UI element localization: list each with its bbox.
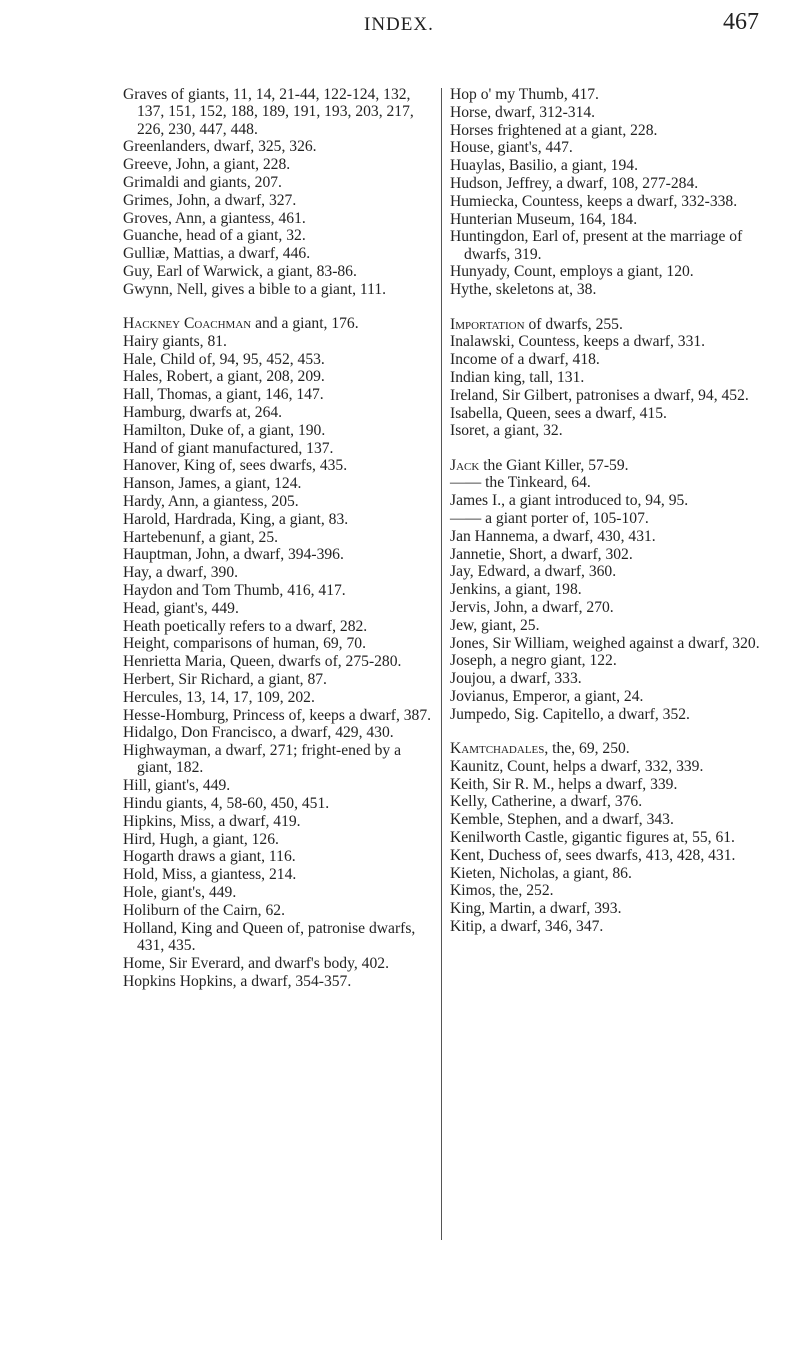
index-entry [123, 564, 438, 581]
index-entry-lead: Importation [450, 315, 525, 333]
index-entry [123, 422, 438, 439]
index-entry-text: Hercules, 13, 14, 17, 109, 202. [123, 688, 315, 706]
index-entry-text: Haydon and Tom Thumb, 416, 417. [123, 582, 346, 600]
index-column-left [123, 86, 438, 990]
index-entry [450, 599, 768, 616]
index-entry-text: of dwarfs, 255. [524, 315, 623, 333]
index-entry [123, 333, 438, 350]
index-entry-text: Ireland, Sir Gilbert, patronises a dwarf, 94, 452. [450, 386, 749, 404]
index-entry-text: Kenilworth Castle, gigantic figures at, 55, 61. [450, 829, 735, 847]
index-entry-text: Hunterian Museum, 164, 184. [450, 210, 638, 228]
index-entry [123, 440, 438, 457]
index-entry [450, 882, 768, 899]
index-entry-text: Hale, Child of, 94, 95, 452, 453. [123, 350, 325, 368]
index-entry [450, 122, 768, 139]
index-entry-text: Horse, dwarf, 312-314. [450, 103, 596, 121]
index-entry-text: the Giant Killer, 57-59. [479, 456, 629, 474]
index-entry [450, 635, 768, 652]
index-entry [123, 920, 438, 955]
running-title: INDEX. [364, 14, 434, 35]
index-entry [123, 955, 438, 972]
index-column-right [450, 86, 768, 936]
index-entry-text: Humiecka, Countess, keeps a dwarf, 332-338. [450, 192, 738, 210]
index-entry [123, 386, 438, 403]
index-entry [123, 813, 438, 830]
index-entry [123, 210, 438, 227]
index-entry-text: Highwayman, a dwarf, 271; fright-ened by a giant, 182. [123, 742, 401, 777]
index-entry-text: Henrietta Maria, Queen, dwarfs of, 275-280. [123, 653, 402, 671]
index-entry-text: Jan Hannema, a dwarf, 430, 431. [450, 527, 656, 545]
index-entry [123, 368, 438, 385]
index-entry-text: Jervis, John, a dwarf, 270. [450, 599, 614, 617]
index-entry [450, 865, 768, 882]
index-entry [450, 104, 768, 121]
index-entry [450, 528, 768, 545]
index-entry [450, 758, 768, 775]
index-entry-text: Joujou, a dwarf, 333. [450, 670, 582, 688]
index-entry-text: Hesse-Homburg, Princess of, keeps a dwarf, 387. [123, 706, 432, 724]
index-entry-text: Graves of giants, 11, 14, 21-44, 122-124, 132, 137, 151, 152, 188, 189, 191, 193, 203, 217, 226, 230, 447, 448. [123, 86, 414, 138]
index-entry-text: Hamilton, Duke of, a giant, 190. [123, 421, 326, 439]
index-entry [450, 670, 768, 687]
index-entry-text: Hales, Robert, a giant, 208, 209. [123, 368, 325, 386]
index-entry [123, 777, 438, 794]
index-entry-text: Hogarth draws a giant, 116. [123, 848, 296, 866]
index-entry-text: Hold, Miss, a giantess, 214. [123, 866, 297, 884]
index-entry [123, 795, 438, 812]
index-entry [450, 847, 768, 864]
index-entry [123, 404, 438, 421]
index-entry [123, 86, 438, 138]
index-entry [450, 688, 768, 705]
index-entry-text: Heath poetically refers to a dwarf, 282. [123, 617, 368, 635]
index-entry-text: Hindu giants, 4, 58-60, 450, 451. [123, 795, 330, 813]
index-entry-text: James I., a giant introduced to, 94, 95. [450, 492, 689, 510]
index-entry [450, 793, 768, 810]
index-entry-text: Hole, giant's, 449. [123, 884, 237, 902]
index-entry [450, 510, 768, 527]
index-entry-text: Holland, King and Queen of, patronise dwarfs, 431, 435. [123, 919, 416, 954]
index-entry [123, 351, 438, 368]
index-entry [450, 175, 768, 192]
index-entry-text: Kaunitz, Count, helps a dwarf, 332, 339. [450, 757, 704, 775]
index-entry-text: Hipkins, Miss, a dwarf, 419. [123, 812, 301, 830]
index-entry-text: Hanson, James, a giant, 124. [123, 475, 302, 493]
index-entry [450, 263, 768, 280]
index-entry-text: Jay, Edward, a dwarf, 360. [450, 563, 617, 581]
index-entry-text: Guanche, head of a giant, 32. [123, 227, 306, 245]
index-entry-text: Jumpedo, Sig. Capitello, a dwarf, 352. [450, 705, 690, 723]
index-entry-text: Hunyady, Count, employs a giant, 120. [450, 263, 694, 281]
index-entry-lead: Kamtchadales [450, 740, 545, 758]
index-entry [123, 635, 438, 652]
index-entry-text: Hardy, Ann, a giantess, 205. [123, 493, 299, 511]
index-entry [450, 706, 768, 723]
index-entry-lead: Hackney Coachman [123, 315, 252, 333]
index-entry-text: King, Martin, a dwarf, 393. [450, 900, 622, 918]
index-entry [450, 563, 768, 580]
index-entry-text: Hanover, King of, sees dwarfs, 435. [123, 457, 348, 475]
index-entry [450, 422, 768, 439]
index-entry [450, 546, 768, 563]
index-entry-text: and a giant, 176. [251, 315, 359, 333]
index-entry [123, 724, 438, 741]
index-entry [450, 316, 768, 333]
index-entry-text: Greenlanders, dwarf, 325, 326. [123, 138, 317, 156]
index-entry-text: Hand of giant manufactured, 137. [123, 439, 334, 457]
index-entry [450, 900, 768, 917]
index-entry [123, 884, 438, 901]
index-entry-text: —— a giant porter of, 105-107. [450, 510, 649, 528]
index-entry [123, 600, 438, 617]
index-entry-text: Income of a dwarf, 418. [450, 351, 600, 369]
index-entry-text: Hidalgo, Don Francisco, a dwarf, 429, 430. [123, 724, 394, 742]
index-entry [450, 369, 768, 386]
index-entry [123, 174, 438, 191]
index-entry-text: Hall, Thomas, a giant, 146, 147. [123, 386, 324, 404]
index-entry-text: Guy, Earl of Warwick, a giant, 83-86. [123, 262, 357, 280]
index-entry [123, 529, 438, 546]
index-entry [123, 582, 438, 599]
index-entry-text: House, giant's, 447. [450, 139, 573, 157]
index-entry [123, 973, 438, 990]
index-entry [450, 86, 768, 103]
index-entry [123, 618, 438, 635]
index-entry-text: Huntingdon, Earl of, present at the marriage of dwarfs, 319. [450, 228, 743, 263]
index-entry [123, 902, 438, 919]
index-entry [123, 475, 438, 492]
index-entry-text: Jones, Sir William, weighed against a dwarf, 320. [450, 634, 760, 652]
index-entry-text: Greeve, John, a giant, 228. [123, 156, 291, 174]
index-entry [450, 211, 768, 228]
index-entry-text: Kemble, Stephen, and a dwarf, 343. [450, 811, 674, 829]
index-entry [450, 492, 768, 509]
index-entry-text: Gwynn, Nell, gives a bible to a giant, 111. [123, 280, 387, 298]
index-entry-text: Grimes, John, a dwarf, 327. [123, 191, 297, 209]
index-entry-text: Hird, Hugh, a giant, 126. [123, 830, 279, 848]
index-entry-text: Holiburn of the Cairn, 62. [123, 901, 285, 919]
index-entry [450, 740, 768, 757]
index-entry-text: Jannetie, Short, a dwarf, 302. [450, 545, 633, 563]
index-entry-text: Hauptman, John, a dwarf, 394-396. [123, 546, 344, 564]
index-entry-text: Groves, Ann, a giantess, 461. [123, 209, 306, 227]
index-entry [123, 192, 438, 209]
index-entry-text: Height, comparisons of human, 69, 70. [123, 635, 366, 653]
index-entry [123, 315, 438, 332]
index-entry-text: Hop o' my Thumb, 417. [450, 86, 599, 103]
index-entry-text: Kelly, Catherine, a dwarf, 376. [450, 793, 643, 811]
index-entry [450, 405, 768, 422]
index-entry-text: Hartebenunf, a giant, 25. [123, 528, 279, 546]
index-entry [123, 138, 438, 155]
index-entry-text: Inalawski, Countess, keeps a dwarf, 331. [450, 333, 706, 351]
index-entry-text: Gulliæ, Mattias, a dwarf, 446. [123, 245, 311, 263]
index-entry [123, 227, 438, 244]
index-entry [123, 866, 438, 883]
index-entry [450, 474, 768, 491]
index-entry [123, 156, 438, 173]
index-entry [450, 157, 768, 174]
index-entry [123, 281, 438, 298]
index-entry [450, 652, 768, 669]
index-entry [123, 707, 438, 724]
index-entry-text: Kent, Duchess of, sees dwarfs, 413, 428, 431. [450, 846, 736, 864]
index-entry [123, 457, 438, 474]
index-entry [450, 829, 768, 846]
index-entry [450, 918, 768, 935]
index-entry [450, 457, 768, 474]
index-entry-text: Grimaldi and giants, 207. [123, 173, 282, 191]
index-entry-text: Isabella, Queen, sees a dwarf, 415. [450, 404, 667, 422]
index-entry [450, 617, 768, 634]
index-entry [123, 848, 438, 865]
index-entry [123, 653, 438, 670]
index-entry [123, 671, 438, 688]
index-entry-text: Kieten, Nicholas, a giant, 86. [450, 864, 632, 882]
index-entry [450, 581, 768, 598]
index-entry-text: Hythe, skeletons at, 38. [450, 281, 597, 299]
index-entry-lead: Jack [450, 456, 480, 474]
index-entry-text: Kitip, a dwarf, 346, 347. [450, 918, 604, 936]
index-entry [123, 511, 438, 528]
index-entry-text: Huaylas, Basilio, a giant, 194. [450, 157, 638, 175]
index-entry-text: Hay, a dwarf, 390. [123, 564, 239, 582]
index-entry [450, 333, 768, 350]
index-entry-text: Jew, giant, 25. [450, 616, 540, 634]
column-divider [441, 88, 442, 1240]
index-entry [450, 139, 768, 156]
index-entry [450, 228, 768, 263]
index-entry-text: Hamburg, dwarfs at, 264. [123, 404, 283, 422]
index-entry-text: Indian king, tall, 131. [450, 368, 585, 386]
index-entry [123, 245, 438, 262]
page-header [0, 6, 800, 42]
page-number: 467 [723, 9, 759, 35]
index-entry [123, 263, 438, 280]
index-entry-text: Herbert, Sir Richard, a giant, 87. [123, 671, 327, 688]
index-entry [123, 546, 438, 563]
index-entry-text: Hill, giant's, 449. [123, 777, 231, 795]
index-entry-text: Joseph, a negro giant, 122. [450, 652, 617, 670]
index-entry [123, 831, 438, 848]
index-entry-text: Isoret, a giant, 32. [450, 422, 563, 440]
index-entry [450, 811, 768, 828]
index-entry [123, 742, 438, 777]
index-entry [123, 689, 438, 706]
index-entry [450, 193, 768, 210]
index-entry-text: Kimos, the, 252. [450, 882, 554, 900]
index-entry [450, 387, 768, 404]
index-entry [123, 493, 438, 510]
index-entry-text: Jovianus, Emperor, a giant, 24. [450, 688, 644, 705]
index-entry [450, 351, 768, 368]
index-entry-text: Keith, Sir R. M., helps a dwarf, 339. [450, 775, 678, 793]
index-entry-text: Jenkins, a giant, 198. [450, 581, 582, 599]
index-entry-text: Hairy giants, 81. [123, 332, 227, 350]
index-entry [450, 776, 768, 793]
index-entry-text: —— the Tinkeard, 64. [450, 474, 591, 492]
index-entry-text: Hopkins Hopkins, a dwarf, 354-357. [123, 972, 352, 990]
index-entry-text: Head, giant's, 449. [123, 599, 239, 617]
index-entry-text: , the, 69, 250. [544, 740, 630, 758]
index-entry-text: Harold, Hardrada, King, a giant, 83. [123, 510, 349, 528]
index-entry-text: Hudson, Jeffrey, a dwarf, 108, 277-284. [450, 174, 699, 192]
index-entry-text: Home, Sir Everard, and dwarf's body, 402. [123, 954, 389, 972]
index-entry-text: Horses frightened at a giant, 228. [450, 121, 658, 139]
index-entry [450, 281, 768, 298]
